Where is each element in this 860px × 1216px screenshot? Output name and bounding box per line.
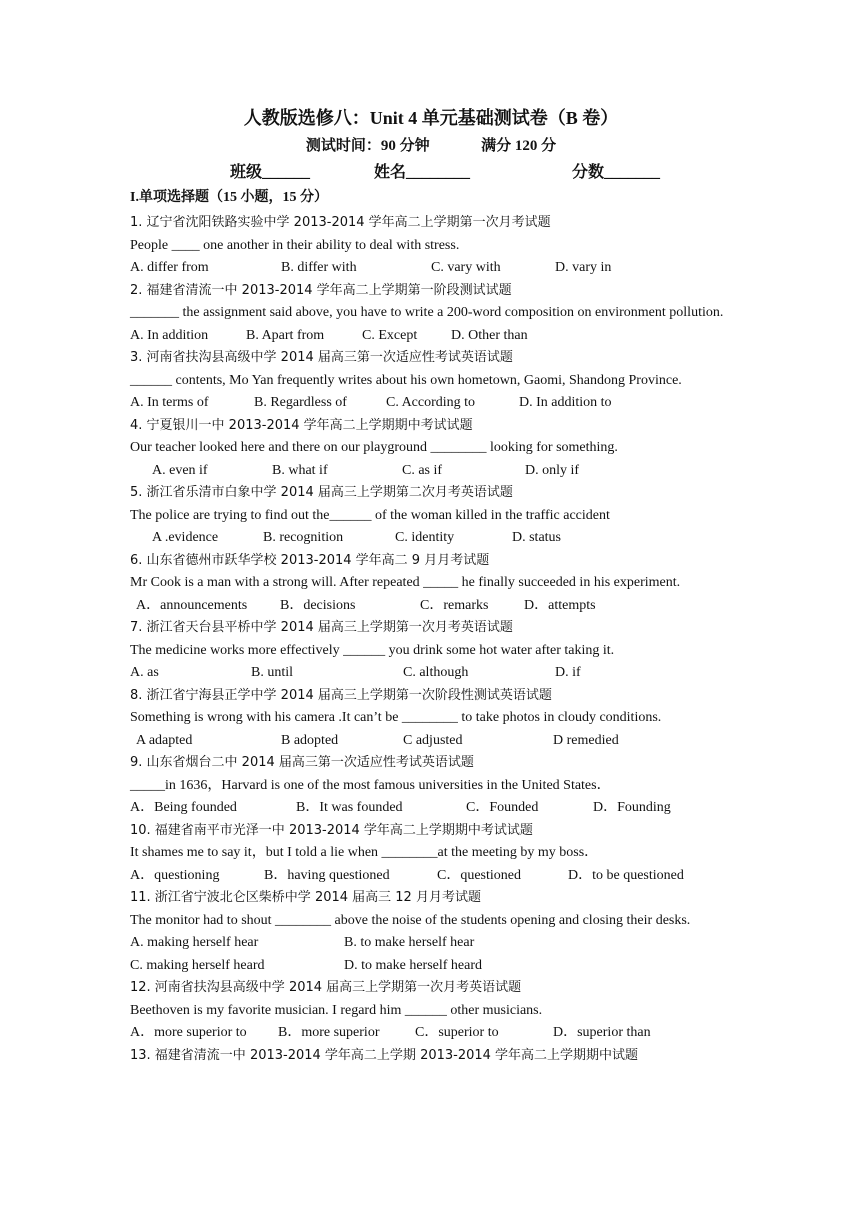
option-b[interactable]: B. Regardless of	[254, 395, 347, 410]
option-d[interactable]: D. Other than	[451, 327, 528, 343]
option-b[interactable]: B. until	[251, 665, 294, 680]
option-row	[130, 527, 732, 550]
option-c[interactable]: C．superior to	[415, 1025, 499, 1040]
question-item	[130, 415, 732, 483]
question-stem: Our teacher looked here and there on our playground ________ looking for something.	[130, 440, 618, 455]
option-b[interactable]: B adopted	[281, 732, 339, 748]
question-source: 12. 河南省扶沟县高级中学 2014 届高三上学期第一次月考英语试题	[130, 980, 522, 995]
option-b[interactable]: B. differ with	[281, 260, 357, 275]
option-row	[130, 325, 732, 348]
option-a[interactable]: A．questioning	[130, 867, 220, 883]
question-stem: Beethoven is my favorite musician. I regard him ______ other musicians.	[130, 1002, 543, 1018]
question-source: 8. 浙江省宁海县正学中学 2014 届高三上学期第一次阶段性测试英语试题	[130, 687, 552, 703]
exam-meta	[130, 134, 732, 155]
option-b[interactable]: B．more superior	[278, 1025, 380, 1040]
question-stem: _____in 1636，Harvard is one of the most famous universities in the United States．	[130, 777, 611, 793]
option-d[interactable]: D. if	[555, 665, 581, 680]
option-row	[130, 392, 732, 415]
question-item	[130, 1045, 732, 1068]
question-item	[130, 685, 732, 753]
option-a[interactable]: A. making herself hear	[130, 935, 259, 950]
option-row	[130, 797, 732, 820]
option-b[interactable]: B. Apart from	[246, 327, 325, 343]
document-page	[130, 104, 732, 1067]
question-source: 5. 浙江省乐清市白象中学 2014 届高三上学期第二次月考英语试题	[130, 485, 513, 500]
option-row	[130, 932, 732, 955]
option-d[interactable]: D. vary in	[555, 260, 612, 275]
option-c[interactable]: C. as if	[402, 462, 443, 478]
option-row	[130, 460, 732, 483]
question-source: 13. 福建省清流一中 2013-2014 学年高二上学期 2013-2014 学年高二上学期期中试题	[130, 1047, 639, 1063]
option-c[interactable]: C. vary with	[431, 260, 501, 275]
question-source: 11. 浙江省宁波北仑区柴桥中学 2014 届高三 12 月月考试题	[130, 890, 481, 905]
question-item	[130, 752, 732, 820]
section-heading: I.单项选择题（15 小题，15 分）	[130, 190, 328, 205]
option-d[interactable]: D remedied	[553, 732, 619, 748]
question-stem: _______ the assignment said above, you have to write a 200-word composition on environment pollution.	[130, 305, 724, 320]
option-c[interactable]: C．remarks	[420, 597, 489, 613]
option-c[interactable]: C. Except	[362, 327, 418, 343]
question-item	[130, 482, 732, 550]
option-b[interactable]: B. what if	[272, 462, 328, 478]
option-b[interactable]: B. recognition	[263, 530, 344, 545]
option-a[interactable]: A．Being founded	[130, 800, 237, 815]
question-source: 2. 福建省清流一中 2013-2014 学年高二上学期第一阶段测试试题	[130, 282, 512, 298]
question-source: 7. 浙江省天台县平桥中学 2014 届高三上学期第一次月考英语试题	[130, 620, 513, 635]
option-d[interactable]: D．Founding	[593, 800, 671, 815]
option-a[interactable]: A. In terms of	[130, 395, 209, 410]
option-d[interactable]: D. status	[512, 530, 561, 545]
option-a[interactable]: A．announcements	[136, 597, 248, 613]
option-row	[130, 865, 732, 888]
option-c[interactable]: C. According to	[386, 395, 476, 410]
option-d[interactable]: D．superior than	[553, 1025, 651, 1040]
question-source: 9. 山东省烟台二中 2014 届高三第一次适应性考试英语试题	[130, 755, 474, 770]
question-item	[130, 820, 732, 888]
option-row	[130, 662, 732, 685]
question-source: 1. 辽宁省沈阳铁路实验中学 2013-2014 学年高二上学期第一次月考试题	[130, 215, 551, 230]
question-stem: The police are trying to find out the______ of the woman killed in the traffic accident	[130, 507, 610, 523]
option-a[interactable]: A. as	[130, 665, 159, 680]
full-score: 满分 120 分	[481, 138, 557, 154]
question-item	[130, 977, 732, 1045]
option-c[interactable]: C. making herself heard	[130, 957, 265, 973]
question-item	[130, 212, 732, 280]
option-d[interactable]: D. to make herself heard	[344, 957, 482, 973]
option-c[interactable]: C. identity	[395, 530, 455, 545]
question-stem: It shames me to say it，but I told a lie when ________at the meeting by my boss．	[130, 845, 599, 860]
option-c[interactable]: C．questioned	[437, 867, 521, 883]
page-title: 人教版选修八：Unit 4 单元基础测试卷（B 卷）	[243, 108, 619, 128]
option-b[interactable]: B．decisions	[280, 597, 356, 613]
option-d[interactable]: D. In addition to	[519, 395, 612, 410]
question-list	[130, 212, 732, 1067]
question-stem: ______ contents, Mo Yan frequently writes about his own hometown, Gaomi, Shandong Province.	[130, 372, 682, 388]
name-field-label: 姓名________	[373, 164, 470, 181]
option-row	[130, 955, 732, 978]
option-c[interactable]: C. although	[403, 665, 469, 680]
class-field-label: 班级______	[229, 164, 310, 181]
question-source: 4. 宁夏银川一中 2013-2014 学年高二上学期期中考试试题	[130, 417, 473, 433]
question-item	[130, 617, 732, 685]
question-item	[130, 280, 732, 348]
option-a[interactable]: A .evidence	[152, 530, 219, 545]
question-item	[130, 550, 732, 618]
question-stem: Mr Cook is a man with a strong will. After repeated _____ he finally succeeded in his experiment.	[130, 575, 681, 590]
option-row	[130, 1022, 732, 1045]
option-a[interactable]: A. In addition	[130, 327, 209, 343]
option-c[interactable]: C．Founded	[466, 800, 539, 815]
option-d[interactable]: D. only if	[525, 462, 580, 478]
question-stem: The medicine works more effectively ______ you drink some hot water after taking it.	[130, 642, 615, 658]
option-b[interactable]: B．It was founded	[296, 800, 403, 815]
student-info	[130, 159, 732, 182]
question-stem: The monitor had to shout ________ above the noise of the students opening and closing their desks.	[130, 912, 691, 928]
option-row	[130, 730, 732, 753]
option-d[interactable]: D．attempts	[524, 597, 596, 613]
question-stem: Something is wrong with his camera .It can’t be ________ to take photos in cloudy conditions.	[130, 710, 662, 725]
question-source: 6. 山东省德州市跃华学校 2013-2014 学年高二 9 月月考试题	[130, 552, 490, 568]
option-a[interactable]: A adapted	[136, 732, 193, 748]
option-c[interactable]: C adjusted	[403, 732, 463, 748]
question-source: 10. 福建省南平市光泽一中 2013-2014 学年高二上学期期中考试试题	[130, 822, 533, 838]
score-field-label: 分数_______	[571, 164, 660, 181]
test-time: 测试时间：90 分钟	[305, 138, 430, 154]
question-source: 3. 河南省扶沟县高级中学 2014 届高三第一次适应性考试英语试题	[130, 350, 513, 365]
option-a[interactable]: A. differ from	[130, 260, 209, 275]
question-stem: People ____ one another in their ability to deal with stress.	[130, 237, 460, 253]
option-d[interactable]: D．to be questioned	[568, 867, 684, 883]
option-b[interactable]: B. to make herself hear	[344, 935, 475, 950]
option-a[interactable]: A. even if	[152, 462, 208, 478]
option-row	[130, 257, 732, 280]
option-a[interactable]: A．more superior to	[130, 1025, 247, 1040]
question-item	[130, 887, 732, 977]
question-item	[130, 347, 732, 415]
option-row	[130, 595, 732, 618]
option-b[interactable]: B．having questioned	[264, 867, 390, 883]
